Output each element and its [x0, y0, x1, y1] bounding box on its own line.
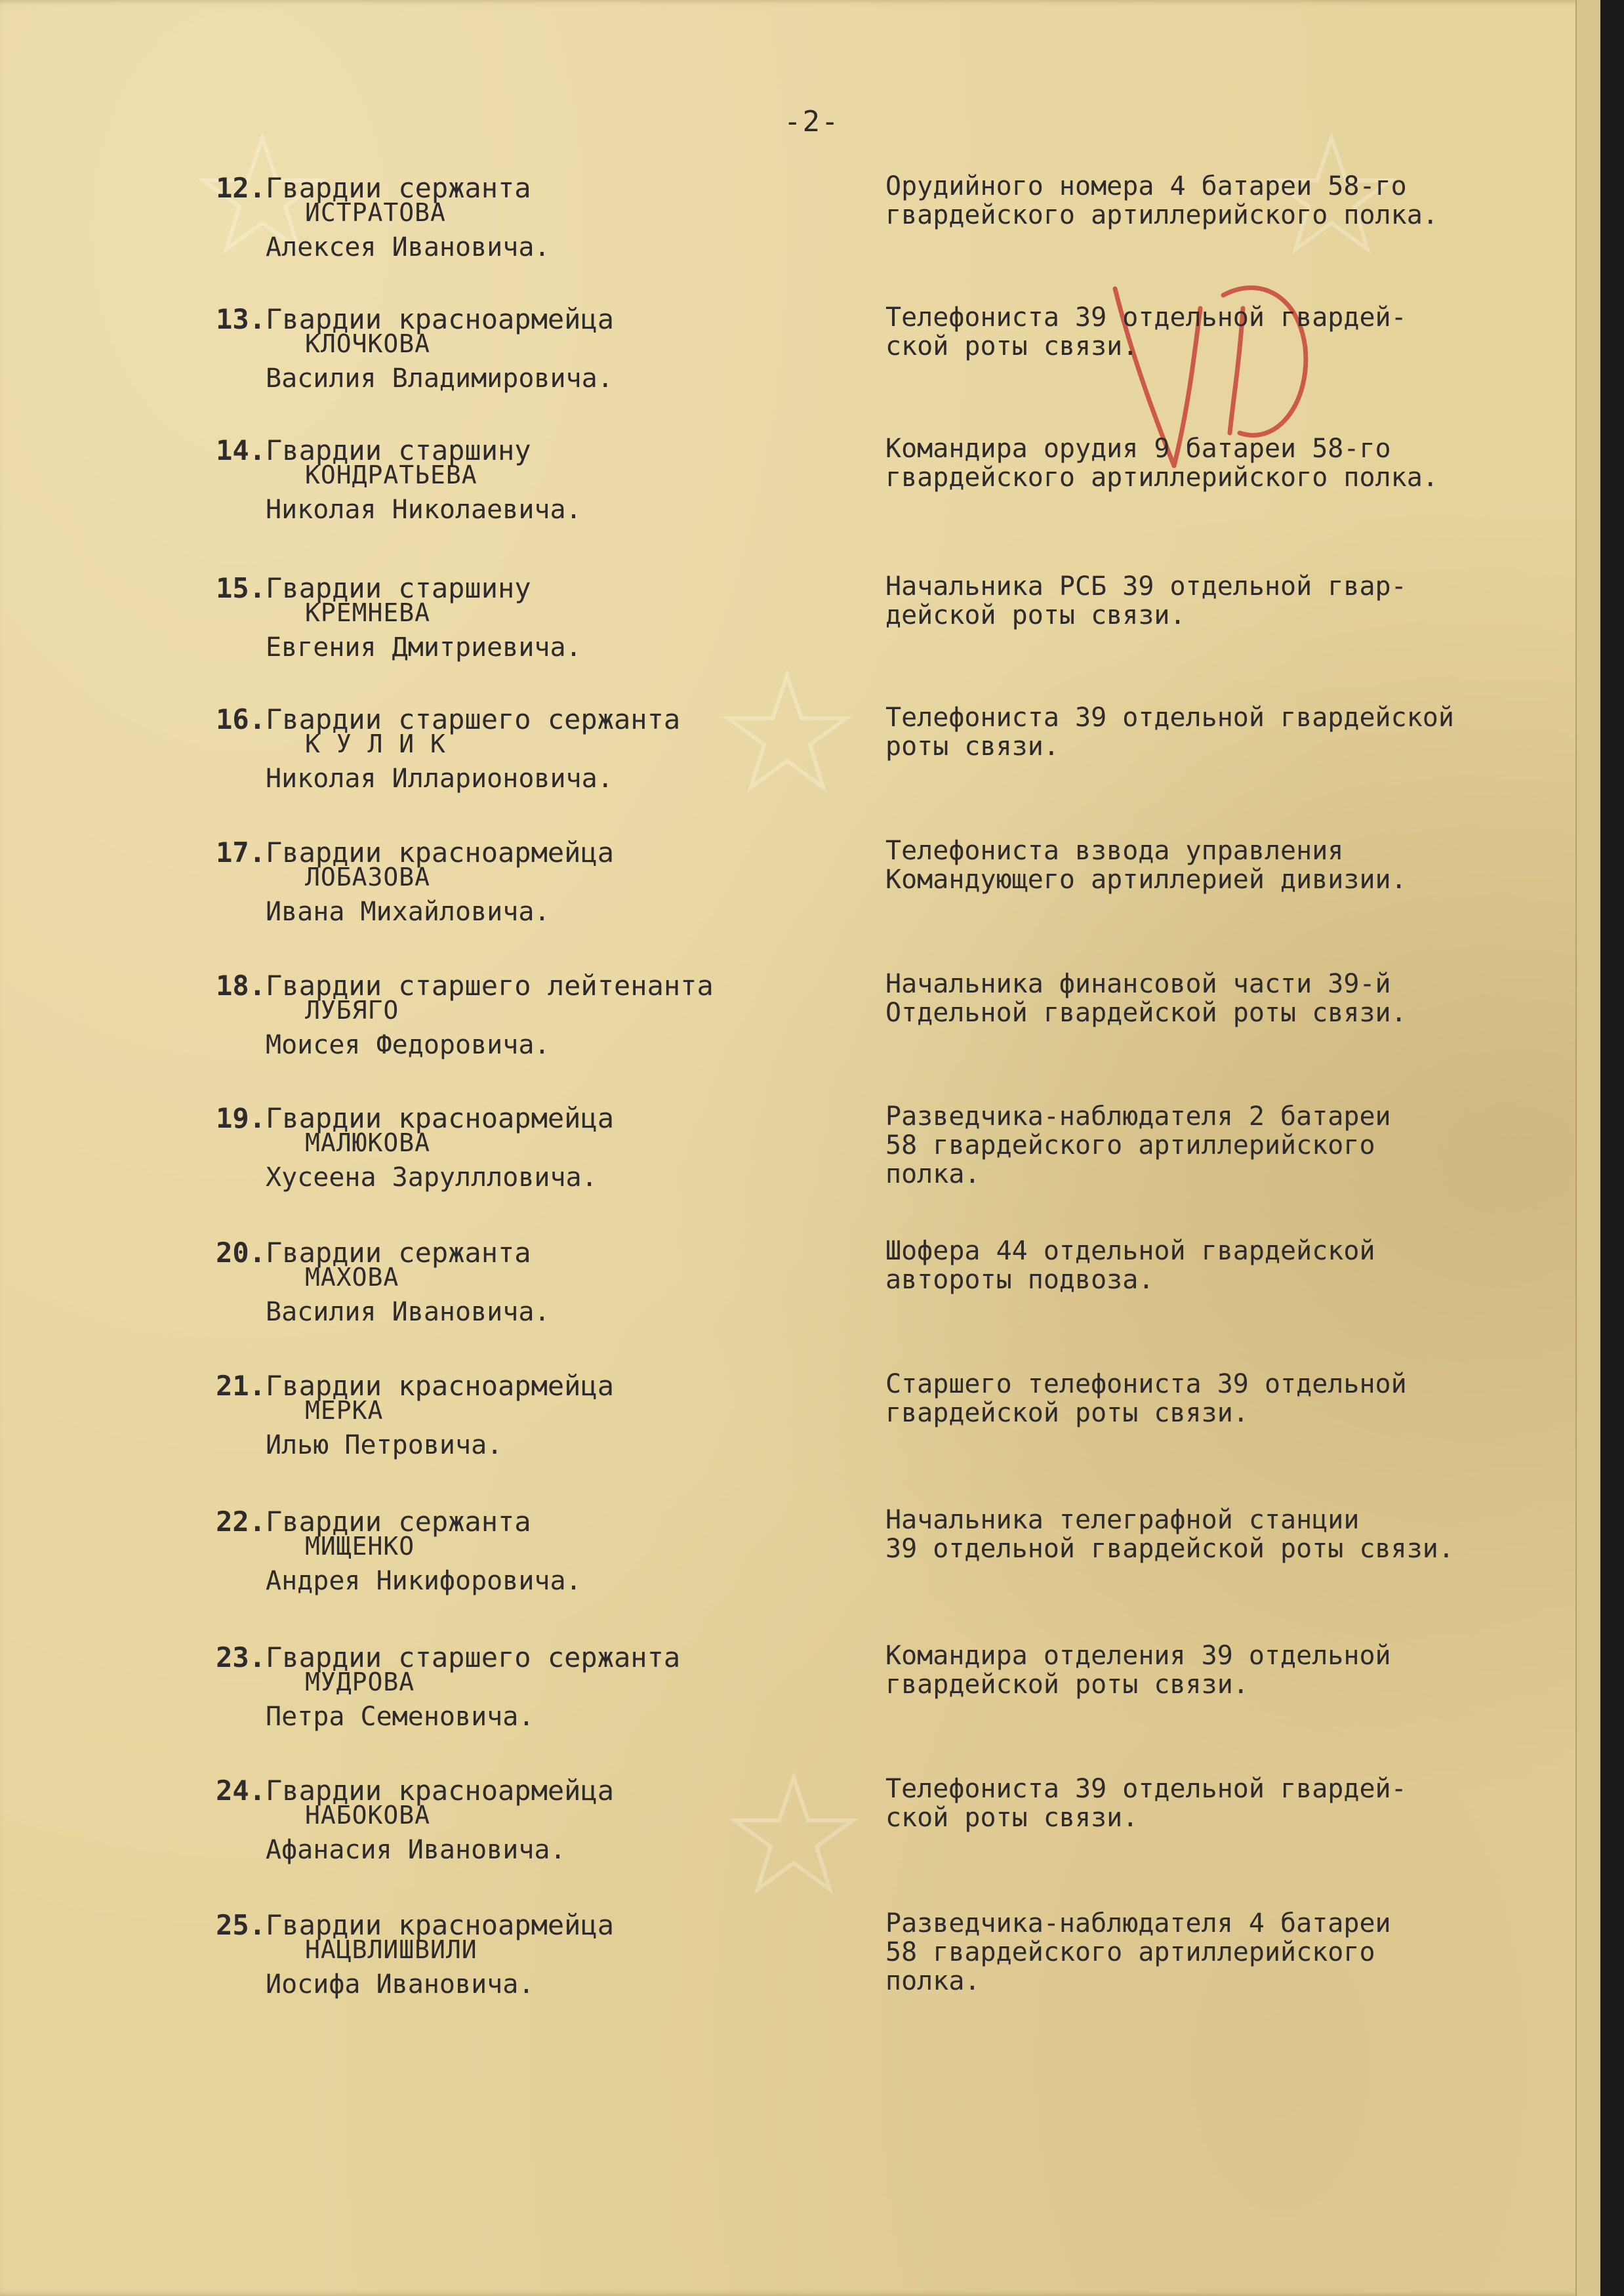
entry-given-names: Моисея Федоровича.	[266, 1030, 550, 1060]
award-list-entry	[0, 703, 1600, 834]
entry-number: 13.	[216, 303, 266, 335]
entry-surname: ЛОБАЗОВА	[305, 863, 431, 892]
entry-given-names: Ивана Михайловича.	[266, 897, 550, 927]
entry-surname: ИСТРАТОВА	[305, 198, 446, 227]
entry-surname: НАЦВЛИШВИЛИ	[305, 1935, 477, 1964]
entry-surname: КРЕМНЕВА	[305, 598, 431, 627]
entry-position: Старшего телефониста 39 отдельной гвардейской роты связи.	[885, 1369, 1407, 1428]
entry-number: 15.	[216, 572, 266, 604]
entry-position: Разведчика-наблюдателя 4 батареи 58 гвардейского артиллерийского полка.	[885, 1908, 1391, 1996]
entry-number: 23.	[216, 1641, 266, 1673]
entry-rank: Гвардии сержанта	[266, 1506, 531, 1538]
entry-position: Телефониста 39 отдельной гвардей- ской роты связи.	[885, 1774, 1407, 1833]
entry-given-names: Евгения Дмитриевича.	[266, 632, 582, 663]
award-list-entry	[0, 1102, 1600, 1233]
entry-position: Шофера 44 отдельной гвардейской автороты подвоза.	[885, 1236, 1375, 1295]
entry-surname: МЕРКА	[305, 1396, 384, 1425]
entry-number: 17.	[216, 836, 266, 869]
award-list-entry	[0, 303, 1600, 434]
award-list-entry	[0, 1370, 1600, 1501]
award-list-entry	[0, 1506, 1600, 1637]
award-list-entry	[0, 1641, 1600, 1773]
entry-surname: КОНДРАТЬЕВА	[305, 461, 477, 489]
entry-surname: МУДРОВА	[305, 1668, 415, 1696]
entry-position: Начальника РСБ 39 отдельной гвар- дейской роты связи.	[885, 571, 1407, 630]
award-list-entry	[0, 836, 1600, 968]
page-number: -2-	[784, 105, 840, 138]
entry-number: 21.	[216, 1370, 266, 1402]
entry-rank: Гвардии старшину	[266, 572, 531, 604]
entry-given-names: Иосифа Ивановича.	[266, 1969, 535, 1999]
entry-given-names: Алексея Ивановича.	[266, 232, 550, 262]
entry-given-names: Андрея Никифоровича.	[266, 1566, 582, 1596]
entry-number: 20.	[216, 1237, 266, 1269]
entry-given-names: Василия Ивановича.	[266, 1297, 550, 1327]
entry-position: Начальника финансовой части 39-й Отдельной гвардейской роты связи.	[885, 969, 1407, 1028]
entry-given-names: Афанасия Ивановича.	[266, 1835, 566, 1865]
entry-rank: Гвардии сержанта	[266, 1237, 531, 1269]
entry-position: Телефониста 39 отдельной гвардей- ской роты связи.	[885, 302, 1407, 361]
entry-position: Разведчика-наблюдателя 2 батареи 58 гвардейского артиллерийского полка.	[885, 1101, 1391, 1189]
award-list-entry	[0, 172, 1600, 303]
entry-given-names: Хусеена Заруллловича.	[266, 1162, 598, 1193]
award-list-entry	[0, 1909, 1600, 2040]
entry-position: Командира отделения 39 отдельной гвардейской роты связи.	[885, 1641, 1391, 1700]
entry-surname: МИЩЕНКО	[305, 1532, 415, 1561]
entry-number: 19.	[216, 1102, 266, 1134]
entry-position: Телефониста 39 отдельной гвардейской роты связи.	[885, 703, 1454, 762]
entry-rank: Гвардии старшего сержанта	[266, 703, 681, 735]
entry-surname: НАБОКОВА	[305, 1801, 431, 1830]
entry-position: Телефониста взвода управления Командующего артиллерией дивизии.	[885, 836, 1407, 895]
entry-surname: МАЛЮКОВА	[305, 1128, 431, 1157]
entry-given-names: Николая Николаевича.	[266, 495, 582, 525]
entry-rank: Гвардии старшего лейтенанта	[266, 970, 714, 1002]
entry-rank: Гвардии красноармейца	[266, 1102, 615, 1134]
entry-number: 18.	[216, 970, 266, 1002]
entry-number: 12.	[216, 172, 266, 204]
entry-number: 25.	[216, 1909, 266, 1941]
entry-number: 14.	[216, 434, 266, 466]
award-list-entry	[0, 572, 1600, 703]
award-list-entry	[0, 1237, 1600, 1368]
entry-rank: Гвардии красноармейца	[266, 1370, 615, 1402]
entry-surname: К У Л И К	[305, 729, 446, 758]
entry-rank: Гвардии красноармейца	[266, 303, 615, 335]
entry-given-names: Илью Петровича.	[266, 1430, 503, 1460]
entry-given-names: Петра Семеновича.	[266, 1702, 535, 1732]
entry-number: 24.	[216, 1774, 266, 1807]
entry-number: 22.	[216, 1506, 266, 1538]
entry-rank: Гвардии красноармейца	[266, 836, 615, 869]
entry-rank: Гвардии старшину	[266, 434, 531, 466]
entry-given-names: Николая Илларионовича.	[266, 764, 613, 794]
award-list-entry	[0, 434, 1600, 565]
entry-rank: Гвардии красноармейца	[266, 1774, 615, 1807]
entry-rank: Гвардии красноармейца	[266, 1909, 615, 1941]
entry-surname: КЛОЧКОВА	[305, 329, 431, 358]
entry-surname: МАХОВА	[305, 1263, 399, 1292]
entry-rank: Гвардии старшего сержанта	[266, 1641, 681, 1673]
entry-rank: Гвардии сержанта	[266, 172, 531, 204]
entry-position: Начальника телеграфной станции 39 отдельной гвардейской роты связи.	[885, 1505, 1454, 1564]
entry-position: Командира орудия 9 батареи 58-го гвардейского артиллерийского полка.	[885, 434, 1438, 493]
entry-number: 16.	[216, 703, 266, 735]
award-list-entry	[0, 1774, 1600, 1906]
award-list-entry	[0, 970, 1600, 1101]
entry-position: Орудийного номера 4 батареи 58-го гвардейского артиллерийского полка.	[885, 171, 1438, 230]
entry-surname: ЛУБЯГО	[305, 996, 399, 1025]
entry-given-names: Василия Владимировича.	[266, 363, 613, 394]
